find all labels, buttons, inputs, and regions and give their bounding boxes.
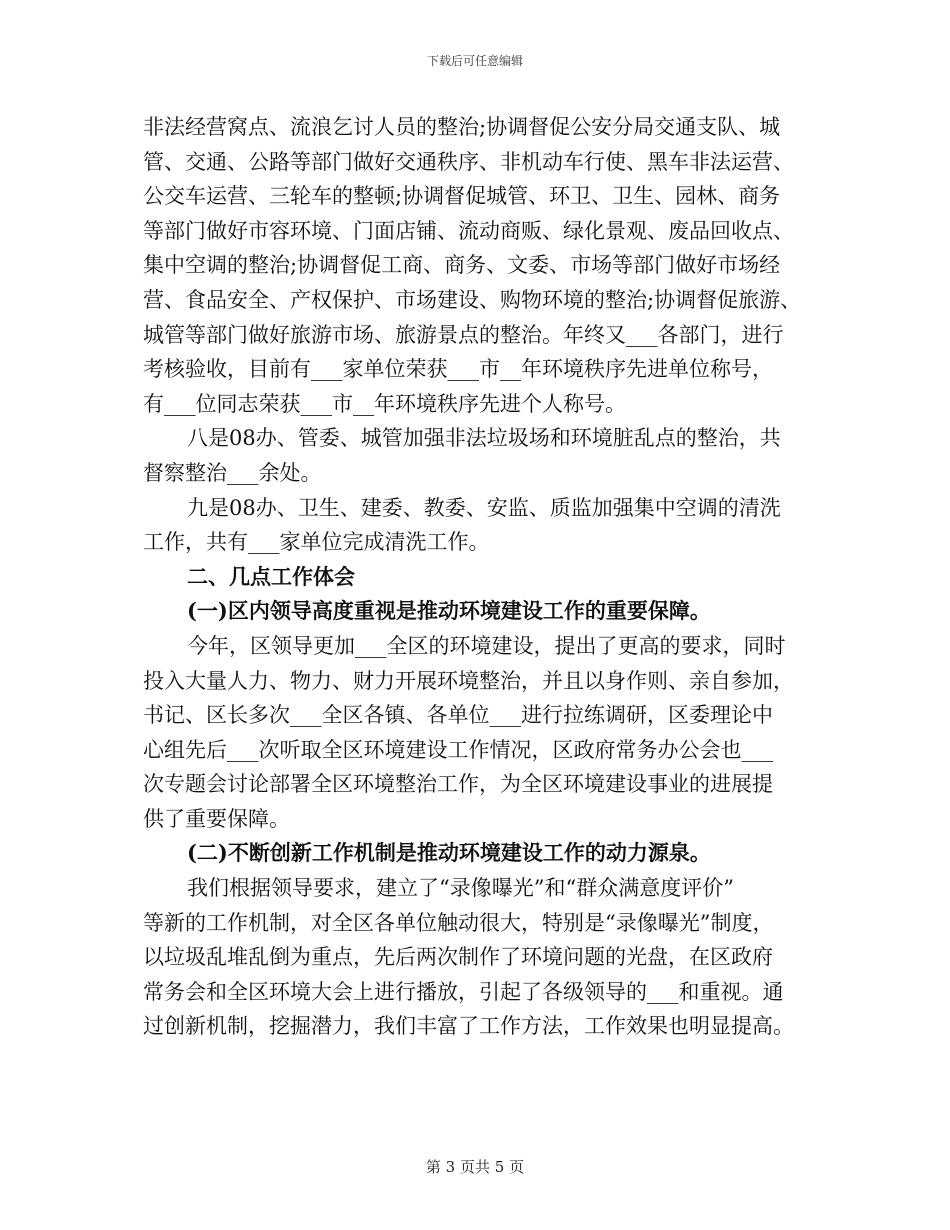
body-line: 营、食品安全、产权保护、市场建设、购物环境的整治;协调督促旅游、 — [143, 287, 802, 312]
body-line: 公交车运营、三轮车的整顿;协调督促城管、环卫、卫生、园林、商务 — [143, 184, 781, 209]
document-body — [143, 110, 823, 1044]
paragraph-start-line: 今年，区领导更加___全区的环境建设，提出了更高的要求，同时 — [187, 633, 786, 658]
body-line: 过创新机制，挖掘潜力，我们丰富了工作方法，工作效果也明显提高。 — [143, 1014, 794, 1039]
body-line: 投入大量人力、物力、财力开展环境整治，并且以身作则、亲自参加， — [143, 668, 794, 693]
subsection-heading: (一)区内领导高度重视是推动环境建设工作的重要保障。 — [187, 598, 711, 624]
body-line: 次专题会讨论部署全区环境整治工作，为全区环境建设事业的进展提 — [143, 772, 773, 797]
body-line: 工作，共有___家单位完成清洗工作。 — [143, 530, 490, 555]
paragraph-start-line: 我们根据领导要求，建立了“录像曝光”和“群众满意度评价” — [187, 876, 734, 901]
body-line: 等新的工作机制，对全区各单位触动很大，特别是“录像曝光”制度， — [143, 910, 774, 935]
body-line: 集中空调的整治;协调督促工商、商务、文委、市场等部门做好市场经 — [143, 253, 781, 278]
body-line: 供了重要保障。 — [143, 806, 290, 831]
body-line: 心组先后___次听取全区环境建设工作情况，区政府常务办公会也___ — [143, 737, 773, 762]
subsection-heading: (二)不断创新工作机制是推动环境建设工作的动力源泉。 — [187, 840, 711, 866]
body-line: 督察整治___余处。 — [143, 460, 322, 485]
body-line: 城管等部门做好旅游市场、旅游景点的整治。年终又___各部门，进行 — [143, 322, 784, 347]
page-header: 下载后可任意编辑 — [426, 54, 523, 68]
paragraph-start-line: 九是08办、卫生、建委、教委、安监、质监加强集中空调的清洗 — [187, 495, 781, 520]
body-line: 有___位同志荣获___市__年环境秩序先进个人称号。 — [143, 391, 626, 416]
body-line: 考核验收，目前有___家单位荣获___市__年环境秩序先进单位称号， — [143, 357, 773, 382]
page-footer: 第 3 页共 5 页 — [425, 1158, 525, 1176]
body-line: 常务会和全区环境大会上进行播放，引起了各级领导的___和重视。通 — [143, 979, 784, 1004]
paragraph-start-line: 八是08办、管委、城管加强非法垃圾场和环境脏乱点的整治，共 — [187, 426, 781, 451]
body-line: 非法经营窝点、流浪乞讨人员的整治;协调督促公安分局交通支队、城 — [143, 115, 781, 139]
body-line: 书记、区长多次___全区各镇、各单位___进行拉练调研，区委理论中 — [143, 703, 773, 728]
section-heading: 二、几点工作体会 — [187, 563, 355, 589]
body-line: 等部门做好市容环境、门面店铺、流动商贩、绿化景观、废品回收点、 — [143, 218, 794, 243]
body-line: 管、交通、公路等部门做好交通秩序、非机动车行使、黑车非法运营、 — [143, 149, 794, 174]
body-line: 以垃圾乱堆乱倒为重点，先后两次制作了环境问题的光盘，在区政府 — [143, 945, 773, 970]
